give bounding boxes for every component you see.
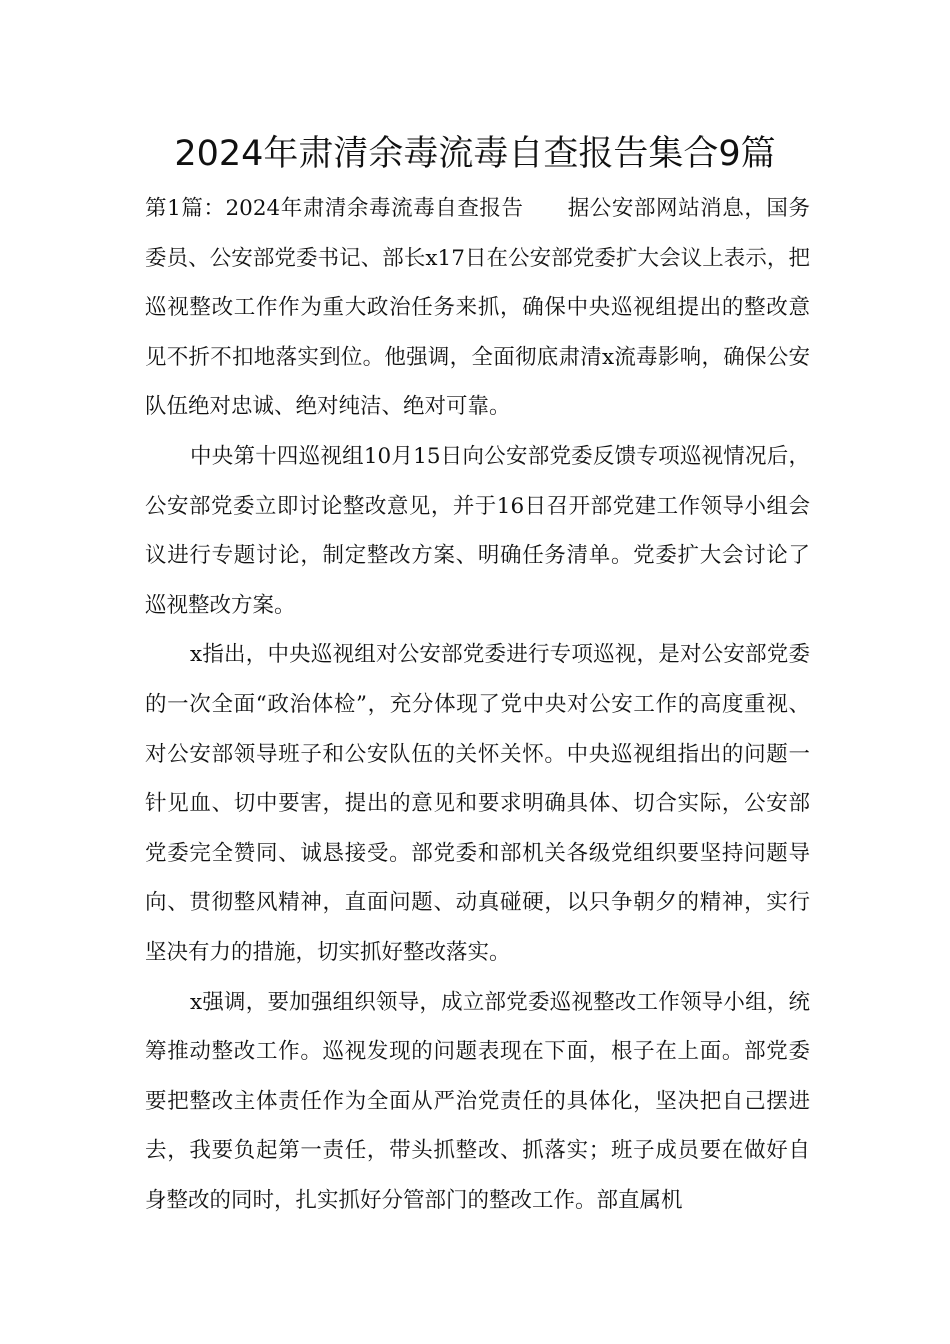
paragraph-3: x指出，中央巡视组对公安部党委进行专项巡视，是对公安部党委的一次全面“政治体检”，充分体现了党中央对公安工作的高度重视、对公安部领导班子和公安队伍的关怀关怀。中央巡视组指出的问题一针见血、切中要害，提出的意见和要求明确具体、切合实际，公安部党委完全赞同、诚恳接受。部党委和部机关各级党组织要坚持问题导向、贯彻整风精神，直面问题、动真碰硬，以只争朝夕的精神，实行坚决有力的措施，切实抓好整改落实。 bbox=[145, 642, 810, 965]
chapter-heading-gap bbox=[524, 196, 568, 221]
paragraph-1 bbox=[145, 184, 810, 432]
paragraph-4: x强调，要加强组织领导，成立部党委巡视整改工作领导小组，统筹推动整改工作。巡视发现的问题表现在下面，根子在上面。部党委要把整改主体责任作为全面从严治党责任的具体化，坚决把自己摆进去，我要负起第一责任，带头抓整改、抓落实；班子成员要在做好自身整改的同时，扎实抓好分管部门的整改工作。部直属机 bbox=[145, 989, 810, 1213]
paragraph-2: 中央第十四巡视组10月15日向公安部党委反馈专项巡视情况后，公安部党委立即讨论整改意见，并于16日召开部党建工作领导小组会议进行专题讨论，制定整改方案、明确任务清单。党委扩大会讨论了巡视整改方案。 bbox=[145, 443, 810, 618]
document-title: 2024年肃清余毒流毒自查报告集合9篇 bbox=[174, 134, 776, 174]
paragraph-1-text: 据公安部网站消息，国务委员、公安部党委书记、部长x17日在公安部党委扩大会议上表示，把巡视整改工作作为重大政治任务来抓，确保中央巡视组提出的整改意见不折不扣地落实到位。他强调，全面彻底肃清x流毒影响，确保公安队伍绝对忠诚、绝对纯洁、绝对可靠。 bbox=[145, 196, 810, 420]
document-body bbox=[145, 184, 810, 1225]
chapter-heading: 第1篇：2024年肃清余毒流毒自查报告 bbox=[145, 196, 524, 221]
